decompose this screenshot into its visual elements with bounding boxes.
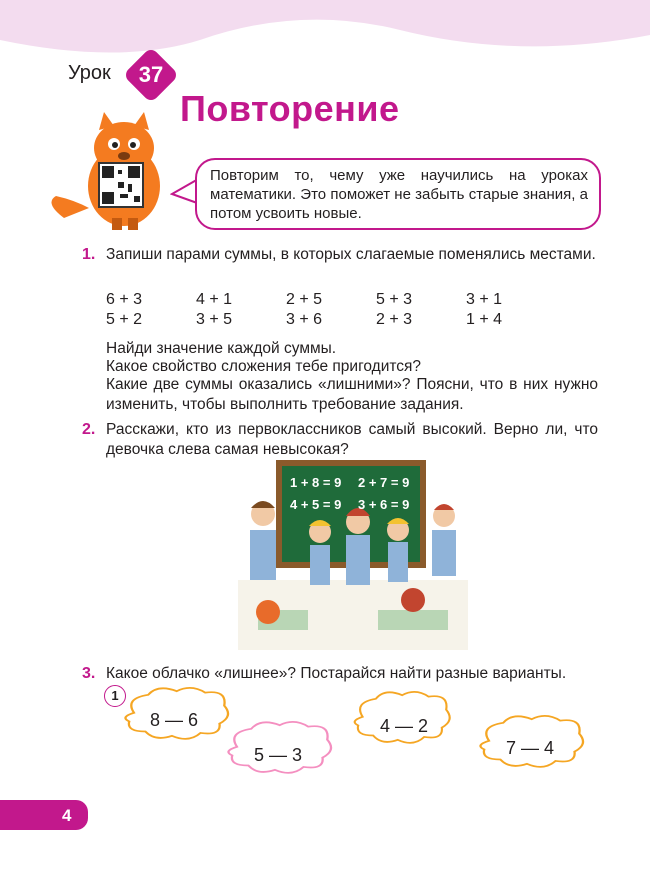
cloud-expression: 8 — 6 (149, 710, 199, 730)
cloud-expression: 5 — 3 (253, 745, 303, 765)
task-3-text: Какое облачко «лишнее»? Постарайся найти разные варианты. (106, 665, 567, 682)
board-equation: 4 + 5 = 9 (290, 497, 342, 512)
task-1-number: 1. (82, 246, 96, 263)
sum-item: 3 + 1 (466, 291, 503, 308)
sum-item: 2 + 3 (376, 311, 413, 328)
sum-item: 6 + 3 (106, 291, 143, 308)
sum-item: 2 + 5 (286, 291, 323, 308)
variant-marker: 1 (104, 685, 126, 707)
lesson-label: Урок (68, 62, 111, 84)
sums-row-1 (106, 291, 606, 311)
sum-item: 3 + 5 (196, 311, 233, 328)
task-1-text: Запиши парами суммы, в которых слагаемые поменялись местами. (106, 246, 596, 263)
clouds-group (0, 680, 650, 790)
board-equation: 3 + 6 = 9 (358, 497, 410, 512)
sum-item: 3 + 6 (286, 311, 323, 328)
chalkboard (284, 471, 420, 559)
board-equation: 2 + 7 = 9 (358, 475, 410, 490)
page-number: 4 (62, 806, 72, 825)
sum-item: 1 + 4 (466, 311, 503, 328)
task-1-question-3: Какие две суммы оказались «лишними»? Поясни, что в них нужно изменить, чтобы выполнить требование задания. (106, 376, 598, 413)
page-number-tab (0, 800, 88, 830)
lesson-number: 37 (138, 62, 164, 87)
sum-item: 5 + 3 (376, 291, 413, 308)
task-3-number: 3. (82, 665, 96, 682)
task-2-text: Расскажи, кто из первоклассников самый высокий. Верно ли, что девочка слева самая невысокая? (106, 421, 598, 458)
cloud-expression: 7 — 4 (505, 738, 555, 758)
sum-item: 4 + 1 (196, 291, 233, 308)
cloud-expression: 4 — 2 (379, 716, 429, 736)
page-title: Повторение (180, 88, 400, 129)
task-1-question-2: Какое свойство сложения тебе пригодится? (106, 358, 422, 375)
task-2-number: 2. (82, 421, 96, 438)
qr-code-icon (98, 162, 144, 208)
sums-row-2 (106, 311, 606, 331)
task-1-question-1: Найди значение каждой суммы. (106, 340, 337, 357)
sum-item: 5 + 2 (106, 311, 143, 328)
intro-text: Повторим то, чему уже научились на уроках математики. Это поможет не забыть старые знания, а потом усвоить новые. (210, 167, 588, 222)
board-equation: 1 + 8 = 9 (290, 475, 342, 490)
